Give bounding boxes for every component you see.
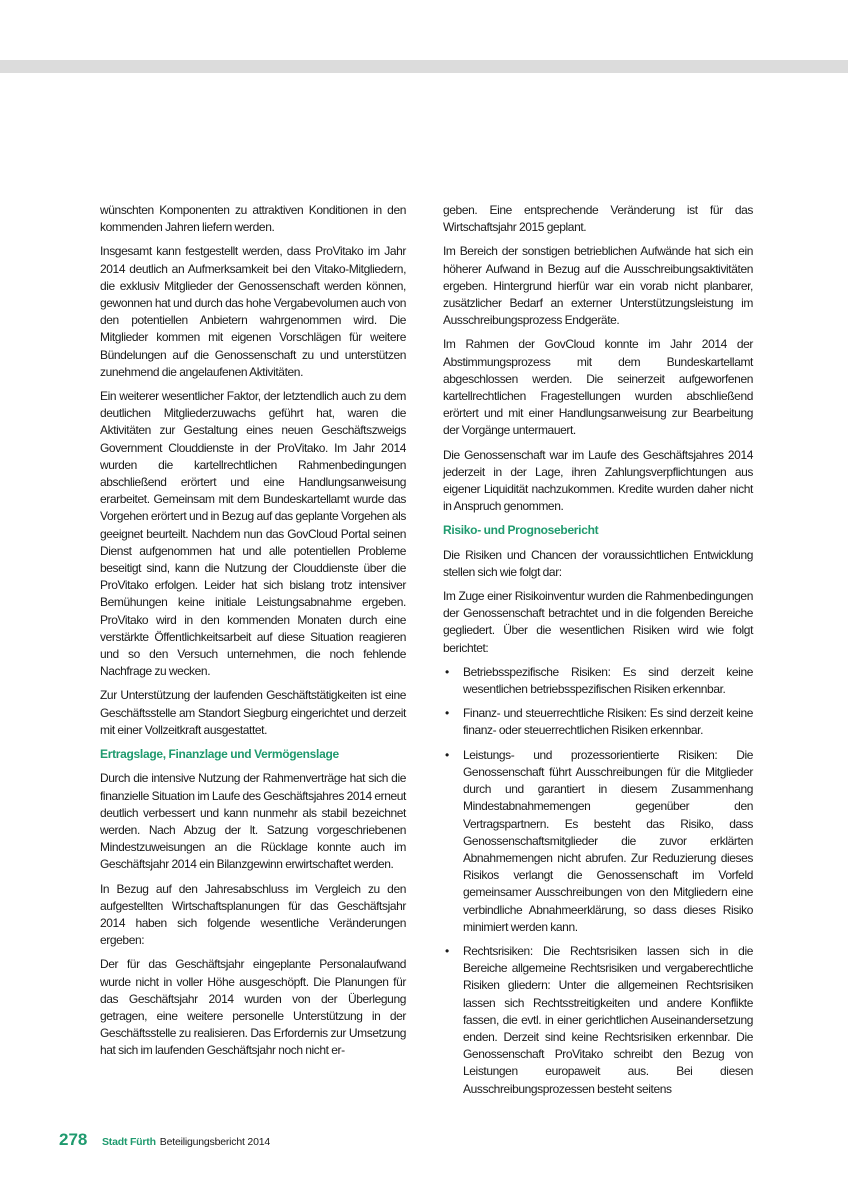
- top-gray-bar: [0, 60, 848, 73]
- paragraph: Im Rahmen der GovCloud konnte im Jahr 2014 der Abstimmungsprozess mit dem Bundeskartellamt abgeschlossen werden. Die seinerzeit aufgeworfenen kartellrechtlichen Fragestellungen wurden abschließend erörtert und mit einer Handlungsanweisung zur Bearbeitung der Vorgänge untermauert.: [443, 337, 753, 438]
- list-item-text: Betriebsspezifische Risiken: Es sind derzeit keine wesentlichen betriebsspezifischen Risiken erkennbar.: [463, 664, 753, 697]
- list-item: [443, 705, 753, 739]
- list-item-text: Leistungs- und prozessorientierte Risiken: Die Genossenschaft führt Ausschreibungen für die Mitglieder durch und garantiert in diesem Zusammenhang Mindestabnahmemengen gegenüber den Vertragspartnern. Es besteht das Risiko, dass Genossenschaftsmitglieder die zuvor erklärten Abnahmemengen nicht abrufen. Zur Reduzierung dieses Risikos verlangt die Genossenschaft im Vorfeld gemeinsamer Ausschreibungen von den Mitgliedern eine verbindliche Abnahmeerklärung, so dass dieses Risiko minimiert werden kann.: [463, 747, 753, 934]
- paragraph: Im Zuge einer Risikoinventur wurden die Rahmenbedingungen der Genossenschaft betrachtet und in die folgenden Bereiche gegliedert. Über die wesentlichen Risiken wird wie folgt berichtet:: [443, 589, 753, 655]
- right-column: [443, 202, 753, 1105]
- bullet-icon: •: [445, 747, 449, 762]
- paragraph: geben. Eine entsprechende Veränderung ist für das Wirtschaftsjahr 2015 geplant.: [443, 203, 753, 235]
- paragraph: Ein weiterer wesentlicher Faktor, der letztendlich auch zu dem deutlichen Mitgliederzuwachs geführt hat, waren die Aktivitäten zur Gestaltung eines neuen Geschäftszweigs Government Clouddienste in der ProVitako. Im Jahr 2014 wurden die kartellrechtlichen Rahmenbedingungen abschließend erörtert und eine Handlungsanweisung erarbeitet. Gemeinsam mit dem Bundeskartellamt wurde das Vorgehen erörtert und in Bezug auf das geplante Vorgehen als geeignet beurteilt. Nachdem nun das GovCloud Portal seinen Dienst aufgenommen hat und alle potentiellen Probleme beseitigt sind, kann die Nutzung der Clouddienste über die ProVitako erfolgen. Leider hat sich bislang trotz intensiver Bemühungen keine initiale Leistungsabnahme ergeben. ProVitako wird in den kommenden Monaten durch eine verstärkte Öffentlichkeitsarbeit auf diese Situation reagieren und so den Versuch unternehmen, die noch fehlende Nachfrage zu wecken.: [100, 389, 406, 679]
- paragraph: Der für das Geschäftsjahr eingeplante Personalaufwand wurde nicht in voller Höhe ausgeschöpft. Die Planungen für das Geschäftsjahr 2014 wurden von der Überlegung getragen, eine weitere personelle Unterstützung in der Geschäftsstelle zu realisieren. Das Erfordernis zur Umsetzung hat sich im laufenden Geschäftsjahr noch nicht er-: [100, 957, 406, 1058]
- page-number: 278: [59, 1130, 88, 1149]
- paragraph: Zur Unterstützung der laufenden Geschäftstätigkeiten ist eine Geschäftsstelle am Standort Siegburg eingerichtet und derzeit mit einer Vollzeitkraft ausgestattet.: [100, 688, 406, 737]
- left-column: [100, 202, 406, 1067]
- list-item: [443, 664, 753, 698]
- paragraph: wünschten Komponenten zu attraktiven Konditionen in den kommenden Jahren liefern werden.: [100, 203, 406, 235]
- footer-report-title: Beteiligungsbericht 2014: [159, 1136, 270, 1148]
- paragraph: Im Bereich der sonstigen betrieblichen Aufwände hat sich ein höherer Aufwand in Bezug auf die Ausschreibungsaktivitäten ergeben. Hintergrund hierfür war ein vorab nicht planbarer, zusätzlicher Bedarf an externer Unterstützungsleistung im Ausschreibungsprozess Endgeräte.: [443, 244, 753, 328]
- list-item-text: Finanz- und steuerrechtliche Risiken: Es sind derzeit keine finanz- oder steuerrechtlichen Risiken erkennbar.: [463, 706, 753, 738]
- bullet-icon: •: [445, 943, 449, 958]
- risk-list: [443, 664, 753, 1098]
- paragraph: Die Risiken und Chancen der voraussichtlichen Entwicklung stellen sich wie folgt dar:: [443, 547, 753, 579]
- footer-city: Stadt Fürth: [102, 1136, 156, 1148]
- paragraph: Die Genossenschaft war im Laufe des Geschäftsjahres 2014 jederzeit in der Lage, ihren Zahlungsverpflichtungen aus eigener Liquidität nachzukommen. Kredite wurden daher nicht in Anspruch genommen.: [443, 447, 753, 514]
- section-heading-ertragslage: Ertragslage, Finanzlage und Vermögenslage: [100, 747, 339, 762]
- section-heading-risiko: Risiko- und Prognosebericht: [443, 523, 599, 538]
- page-footer: [59, 1130, 270, 1150]
- bullet-icon: •: [445, 664, 449, 679]
- bullet-icon: •: [445, 706, 449, 721]
- paragraph: Insgesamt kann festgestellt werden, dass ProVitako im Jahr 2014 deutlich an Aufmerksamkeit bei den Vitako-Mitgliedern, die exklusiv Mitglieder der Genossenschaft werden können, gewonnen hat und durch das hohe Vergabevolumen auch von den potentiellen Anbietern wahrgenommen wird. Die Mitglieder kommen mit eigenen Vorschlägen für weitere Bündelungen auf die Genossenschaft zu und unterstützen zunehmend die angelaufenen Aktivitäten.: [100, 244, 406, 379]
- list-item-text: Rechtsrisiken: Die Rechtsrisiken lassen sich in die Bereiche allgemeine Rechtsrisiken und vergaberechtliche Risiken gliedern: Unter die allgemeinen Rechtsrisiken lassen sich Rechtsstreitigkeiten und andere Konflikte fassen, die evtl. in einer gerichtlichen Auseinandersetzung enden. Derzeit sind keine Rechtsrisiken erkennbar. Die Genossenschaft ProVitako schreibt den Bezug von Leistungen europaweit aus. Bei diesen Ausschreibungsprozessen besteht seitens: [463, 943, 753, 1096]
- list-item: [443, 943, 753, 1098]
- list-item: [443, 747, 753, 936]
- paragraph: In Bezug auf den Jahresabschluss im Vergleich zu den aufgestellten Wirtschaftsplanungen für das Geschäftsjahr 2014 haben sich folgende wesentliche Veränderungen ergeben:: [100, 881, 406, 948]
- paragraph: Durch die intensive Nutzung der Rahmenverträge hat sich die finanzielle Situation im Laufe des Geschäftsjahres 2014 erneut deutlich verbessert und kann nunmehr als stabil bezeichnet werden. Nach Abzug der lt. Satzung vorgeschriebenen Mindestzuweisungen an die Rücklage konnte auch im Geschäftsjahr 2014 ein Bilanzgewinn erwirtschaftet werden.: [100, 771, 406, 872]
